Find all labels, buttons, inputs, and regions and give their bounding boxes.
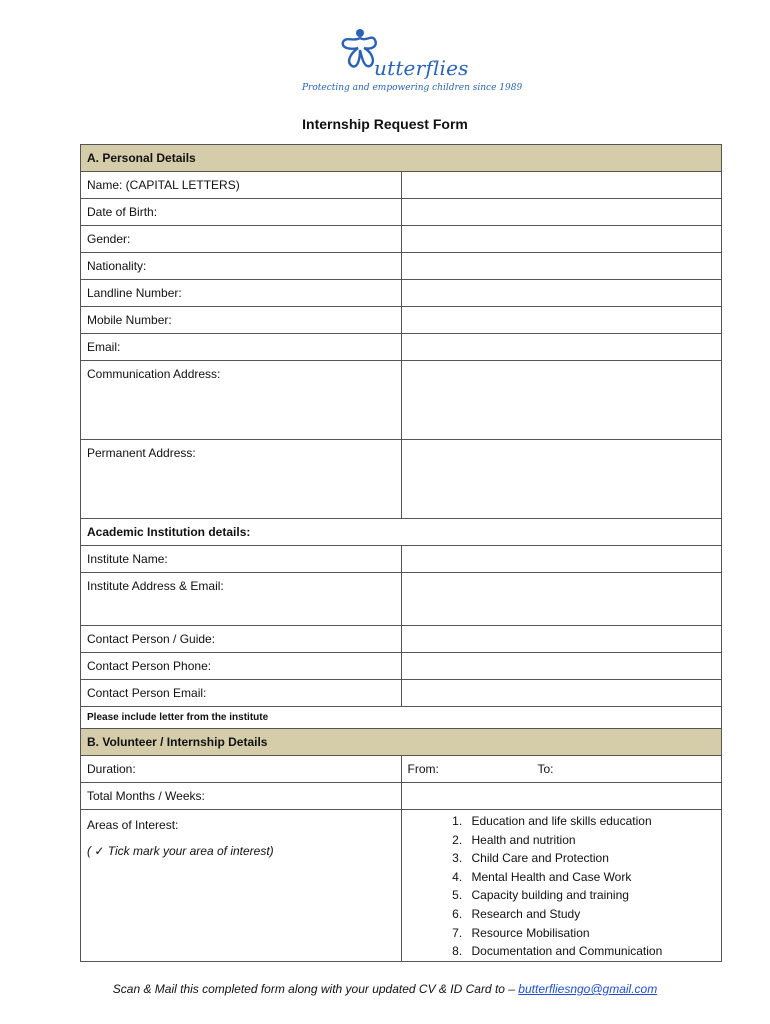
institute-address-label: Institute Address & Email: bbox=[81, 573, 402, 626]
table-row bbox=[81, 199, 722, 226]
list-item[interactable]: 2. Health and nutrition bbox=[466, 831, 716, 850]
section-a-header-row bbox=[81, 145, 722, 172]
email-label: Email: bbox=[81, 334, 402, 361]
table-row bbox=[81, 307, 722, 334]
internship-form-table bbox=[80, 144, 722, 962]
to-label: To: bbox=[537, 762, 554, 776]
nationality-label: Nationality: bbox=[81, 253, 402, 280]
footer-text: Scan & Mail this completed form along with your updated CV & ID Card to – bbox=[112, 982, 519, 996]
list-item[interactable]: 4. Mental Health and Case Work bbox=[466, 868, 716, 887]
table-row bbox=[81, 546, 722, 573]
list-item[interactable]: 5. Capacity building and training bbox=[466, 886, 716, 905]
permanent-address-field[interactable] bbox=[401, 440, 722, 519]
dob-label: Date of Birth: bbox=[81, 199, 402, 226]
contact-person-field[interactable] bbox=[401, 626, 722, 653]
list-item[interactable]: 3. Child Care and Protection bbox=[466, 849, 716, 868]
areas-label-cell bbox=[81, 810, 402, 962]
table-row bbox=[81, 756, 722, 783]
permanent-address-label: Permanent Address: bbox=[81, 440, 402, 519]
contact-email-label: Contact Person Email: bbox=[81, 680, 402, 707]
name-field[interactable] bbox=[401, 172, 722, 199]
form-title: Internship Request Form bbox=[302, 116, 468, 132]
communication-address-label: Communication Address: bbox=[81, 361, 402, 440]
table-row bbox=[81, 783, 722, 810]
table-row bbox=[81, 440, 722, 519]
table-row bbox=[81, 653, 722, 680]
contact-phone-label: Contact Person Phone: bbox=[81, 653, 402, 680]
institute-address-field[interactable] bbox=[401, 573, 722, 626]
academic-note: Please include letter from the institute bbox=[81, 707, 722, 729]
footer bbox=[0, 982, 770, 996]
areas-hint: ( ✓ Tick mark your area of interest) bbox=[87, 844, 274, 858]
nationality-field[interactable] bbox=[401, 253, 722, 280]
name-label: Name: (CAPITAL LETTERS) bbox=[81, 172, 402, 199]
table-row bbox=[81, 172, 722, 199]
institute-name-label: Institute Name: bbox=[81, 546, 402, 573]
academic-note-row bbox=[81, 707, 722, 729]
duration-label: Duration: bbox=[81, 756, 402, 783]
contact-phone-field[interactable] bbox=[401, 653, 722, 680]
logo-name: utterflies bbox=[374, 56, 469, 80]
dob-field[interactable] bbox=[401, 199, 722, 226]
areas-row bbox=[81, 810, 722, 962]
section-b-header: B. Volunteer / Internship Details bbox=[81, 729, 722, 756]
section-b-header-row bbox=[81, 729, 722, 756]
table-row bbox=[81, 361, 722, 440]
gender-field[interactable] bbox=[401, 226, 722, 253]
total-duration-field[interactable] bbox=[401, 783, 722, 810]
total-duration-label: Total Months / Weeks: bbox=[81, 783, 402, 810]
butterflies-logo bbox=[300, 28, 523, 96]
butterfly-icon bbox=[340, 28, 378, 72]
table-row bbox=[81, 334, 722, 361]
section-a-header: A. Personal Details bbox=[81, 145, 722, 172]
gender-label: Gender: bbox=[81, 226, 402, 253]
list-item[interactable]: 1. Education and life skills education bbox=[466, 812, 716, 831]
contact-email-field[interactable] bbox=[401, 680, 722, 707]
landline-field[interactable] bbox=[401, 280, 722, 307]
from-label: From: bbox=[407, 762, 439, 776]
table-row bbox=[81, 253, 722, 280]
areas-label: Areas of Interest: bbox=[87, 818, 179, 832]
areas-list bbox=[408, 812, 716, 961]
table-row bbox=[81, 573, 722, 626]
contact-email-link[interactable]: butterfliesngo@gmail.com bbox=[518, 982, 658, 996]
table-row bbox=[81, 280, 722, 307]
list-item[interactable]: 6. Research and Study bbox=[466, 905, 716, 924]
contact-person-label: Contact Person / Guide: bbox=[81, 626, 402, 653]
list-item[interactable]: 7. Resource Mobilisation bbox=[466, 924, 716, 943]
email-field[interactable] bbox=[401, 334, 722, 361]
communication-address-field[interactable] bbox=[401, 361, 722, 440]
academic-header: Academic Institution details: bbox=[81, 519, 722, 546]
mobile-label: Mobile Number: bbox=[81, 307, 402, 334]
landline-label: Landline Number: bbox=[81, 280, 402, 307]
table-row bbox=[81, 626, 722, 653]
institute-name-field[interactable] bbox=[401, 546, 722, 573]
list-item[interactable]: 8. Documentation and Communication bbox=[466, 942, 716, 961]
mobile-field[interactable] bbox=[401, 307, 722, 334]
duration-field[interactable] bbox=[401, 756, 722, 783]
areas-list-cell bbox=[401, 810, 722, 962]
academic-header-row bbox=[81, 519, 722, 546]
logo-tagline: Protecting and empowering children since 1989 bbox=[302, 83, 523, 93]
table-row bbox=[81, 680, 722, 707]
table-row bbox=[81, 226, 722, 253]
